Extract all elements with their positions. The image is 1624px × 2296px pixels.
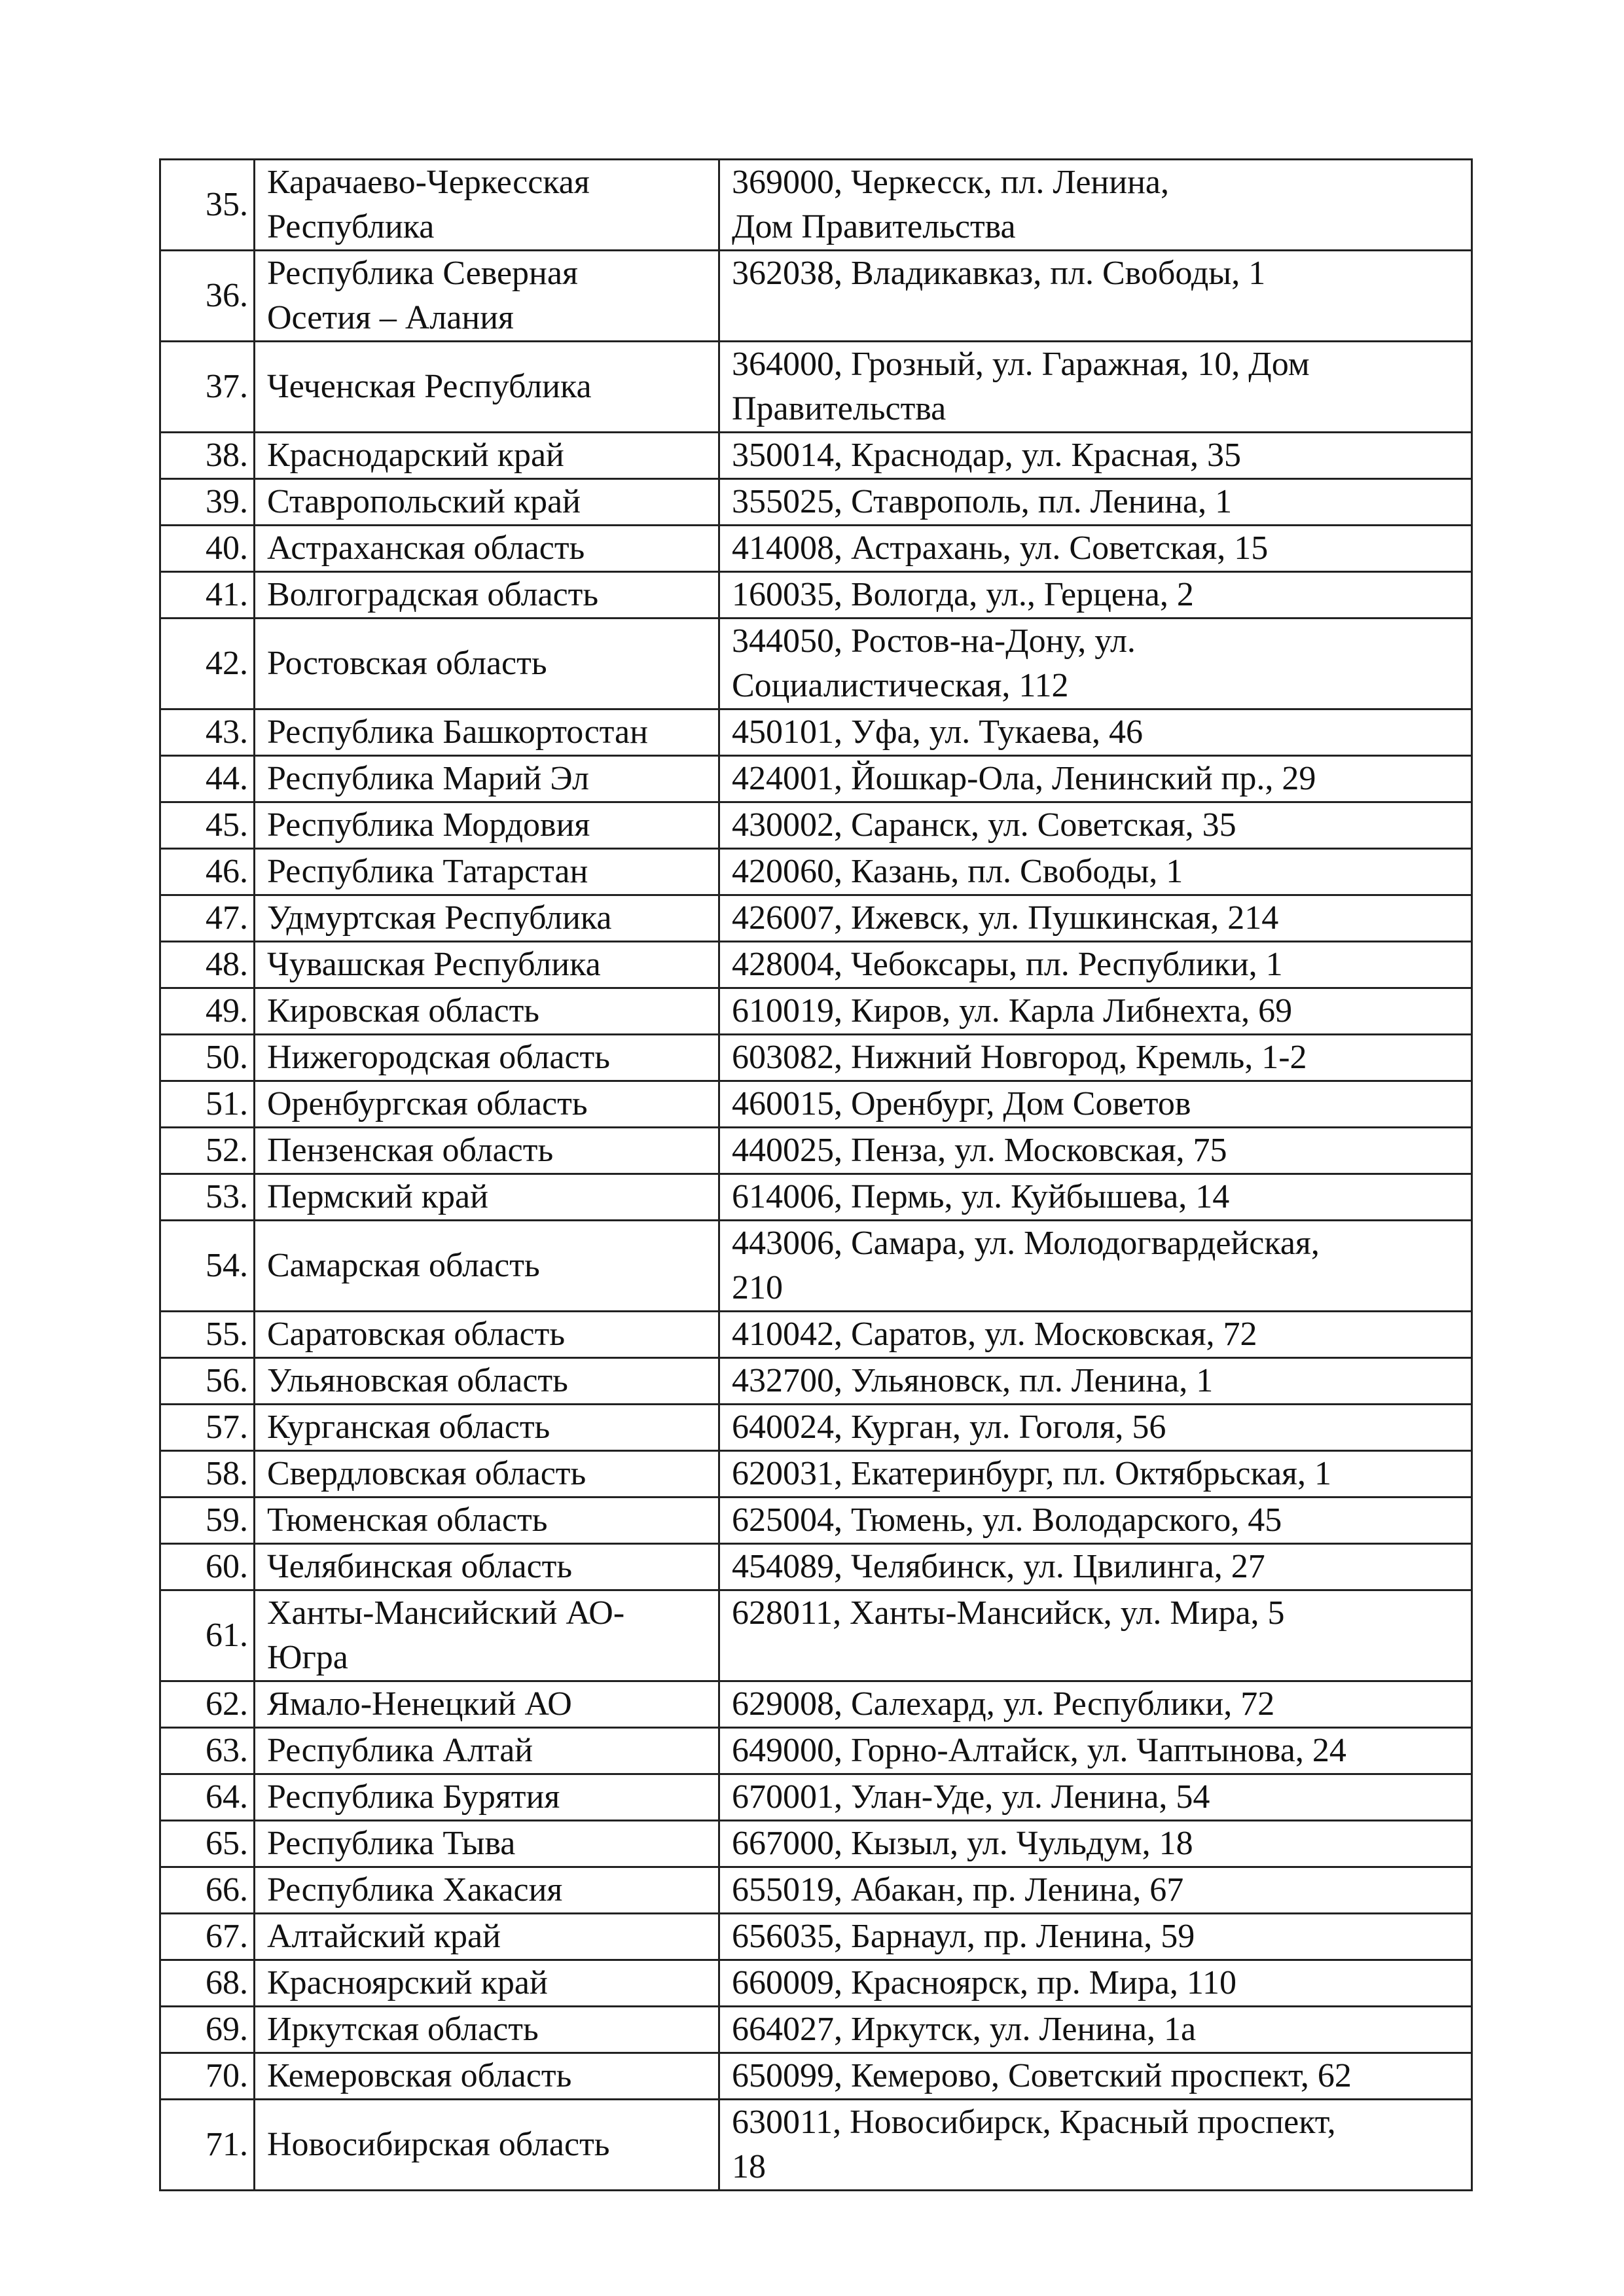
region-name-cell xyxy=(255,1681,719,1728)
region-name-cell xyxy=(255,1590,719,1681)
address-cell xyxy=(719,2053,1472,2100)
address-cell xyxy=(719,1914,1472,1960)
regions-address-table xyxy=(159,158,1473,2191)
address-line: 655019, Абакан, пр. Ленина, 67 xyxy=(732,1871,1184,1909)
table-row xyxy=(160,2053,1472,2100)
region-name-line: Саратовская область xyxy=(267,1316,566,1353)
address-line: Дом Правительства xyxy=(732,208,1016,245)
address-cell xyxy=(719,1081,1472,1128)
address-cell xyxy=(719,479,1472,526)
address-line: 440025, Пенза, ул. Московская, 75 xyxy=(732,1132,1227,1169)
region-name-cell xyxy=(255,709,719,756)
row-number: 59. xyxy=(160,1498,255,1544)
row-number: 56. xyxy=(160,1358,255,1405)
address-cell xyxy=(719,1774,1472,1821)
row-number: 66. xyxy=(160,1867,255,1914)
address-line: 430002, Саранск, ул. Советская, 35 xyxy=(732,806,1236,844)
region-name-line: Ханты-Мансийский АО- xyxy=(267,1594,625,1632)
address-line: 18 xyxy=(732,2148,766,2185)
region-name-cell xyxy=(255,619,719,709)
table-row xyxy=(160,619,1472,709)
address-cell xyxy=(719,2007,1472,2053)
address-line: 364000, Грозный, ул. Гаражная, 10, Дом xyxy=(732,346,1310,383)
address-cell xyxy=(719,802,1472,849)
address-cell xyxy=(719,1312,1472,1358)
region-name-line: Ростовская область xyxy=(267,645,547,682)
region-name-line: Республика Северная xyxy=(267,255,578,292)
row-number: 64. xyxy=(160,1774,255,1821)
address-line: 424001, Йошкар-Ола, Ленинский пр., 29 xyxy=(732,760,1316,797)
region-name-cell xyxy=(255,895,719,942)
address-line: 649000, Горно-Алтайск, ул. Чаптынова, 24 xyxy=(732,1732,1346,1769)
table-row xyxy=(160,1821,1472,1867)
address-cell xyxy=(719,1221,1472,1312)
region-name-line: Новосибирская область xyxy=(267,2126,610,2163)
address-cell xyxy=(719,942,1472,988)
address-line: 656035, Барнаул, пр. Ленина, 59 xyxy=(732,1918,1195,1955)
region-name-cell xyxy=(255,479,719,526)
address-line: 650099, Кемерово, Советский проспект, 62 xyxy=(732,2057,1352,2094)
table-row xyxy=(160,526,1472,572)
address-line: 667000, Кызыл, ул. Чульдум, 18 xyxy=(732,1825,1193,1862)
region-name-cell xyxy=(255,802,719,849)
address-cell xyxy=(719,342,1472,433)
address-line: 460015, Оренбург, Дом Советов xyxy=(732,1085,1191,1122)
table-row xyxy=(160,1590,1472,1681)
table-row xyxy=(160,709,1472,756)
region-name-cell xyxy=(255,433,719,479)
address-cell xyxy=(719,251,1472,342)
row-number: 42. xyxy=(160,619,255,709)
region-name-cell xyxy=(255,1867,719,1914)
region-name-line: Чеченская Республика xyxy=(267,368,592,405)
region-name-line: Оренбургская область xyxy=(267,1085,588,1122)
row-number: 57. xyxy=(160,1405,255,1451)
address-cell xyxy=(719,1590,1472,1681)
table-row xyxy=(160,1728,1472,1774)
region-name-cell xyxy=(255,988,719,1035)
table-row xyxy=(160,251,1472,342)
region-name-cell xyxy=(255,526,719,572)
address-line: 610019, Киров, ул. Карла Либнехта, 69 xyxy=(732,992,1293,1030)
row-number: 51. xyxy=(160,1081,255,1128)
table-row xyxy=(160,802,1472,849)
address-cell xyxy=(719,709,1472,756)
row-number: 41. xyxy=(160,572,255,619)
region-name-line: Иркутская область xyxy=(267,2011,539,2048)
address-cell xyxy=(719,1358,1472,1405)
region-name-line: Ставропольский край xyxy=(267,483,581,520)
address-cell xyxy=(719,2100,1472,2191)
row-number: 54. xyxy=(160,1221,255,1312)
region-name-line: Кировская область xyxy=(267,992,540,1030)
address-line: 454089, Челябинск, ул. Цвилинга, 27 xyxy=(732,1548,1265,1585)
region-name-line: Волгоградская область xyxy=(267,576,599,613)
region-name-line: Тюменская область xyxy=(267,1501,548,1539)
address-cell xyxy=(719,1405,1472,1451)
table-row xyxy=(160,2100,1472,2191)
region-name-cell xyxy=(255,1174,719,1221)
region-name-cell xyxy=(255,756,719,802)
address-line: 670001, Улан-Уде, ул. Ленина, 54 xyxy=(732,1778,1210,1816)
region-name-line: Республика Мордовия xyxy=(267,806,590,844)
region-name-line: Самарская область xyxy=(267,1247,540,1284)
region-name-cell xyxy=(255,1035,719,1081)
address-line: 450101, Уфа, ул. Тукаева, 46 xyxy=(732,713,1144,751)
region-name-line: Осетия – Алания xyxy=(267,299,514,336)
region-name-cell xyxy=(255,1774,719,1821)
row-number: 62. xyxy=(160,1681,255,1728)
table-row xyxy=(160,1960,1472,2007)
row-number: 61. xyxy=(160,1590,255,1681)
region-name-line: Республика Алтай xyxy=(267,1732,533,1769)
table-row xyxy=(160,1312,1472,1358)
region-name-line: Алтайский край xyxy=(267,1918,501,1955)
table-row xyxy=(160,1544,1472,1590)
row-number: 55. xyxy=(160,1312,255,1358)
region-name-line: Чувашская Республика xyxy=(267,946,601,983)
address-line: 160035, Вологда, ул., Герцена, 2 xyxy=(732,576,1194,613)
region-name-line: Ямало-Ненецкий АО xyxy=(267,1685,572,1723)
address-cell xyxy=(719,619,1472,709)
table-row xyxy=(160,756,1472,802)
table-row xyxy=(160,1221,1472,1312)
region-name-cell xyxy=(255,572,719,619)
region-name-line: Курганская область xyxy=(267,1408,550,1446)
address-line: 355025, Ставрополь, пл. Ленина, 1 xyxy=(732,483,1233,520)
row-number: 49. xyxy=(160,988,255,1035)
region-name-line: Краснодарский край xyxy=(267,437,564,474)
address-cell xyxy=(719,1728,1472,1774)
row-number: 37. xyxy=(160,342,255,433)
region-name-cell xyxy=(255,1128,719,1174)
region-name-line: Свердловская область xyxy=(267,1455,586,1492)
address-line: 630011, Новосибирск, Красный проспект, xyxy=(732,2104,1336,2141)
region-name-cell xyxy=(255,1498,719,1544)
row-number: 58. xyxy=(160,1451,255,1498)
region-name-line: Ульяновская область xyxy=(267,1362,568,1399)
address-line: 614006, Пермь, ул. Куйбышева, 14 xyxy=(732,1178,1230,1215)
table-row xyxy=(160,1128,1472,1174)
region-name-cell xyxy=(255,1081,719,1128)
region-name-cell xyxy=(255,1821,719,1867)
address-line: Правительства xyxy=(732,390,947,427)
table-row xyxy=(160,479,1472,526)
region-name-line: Пермский край xyxy=(267,1178,488,1215)
table-row xyxy=(160,1358,1472,1405)
row-number: 40. xyxy=(160,526,255,572)
table-row xyxy=(160,1081,1472,1128)
region-name-cell xyxy=(255,2100,719,2191)
table-row xyxy=(160,988,1472,1035)
address-cell xyxy=(719,1821,1472,1867)
table-row xyxy=(160,1174,1472,1221)
table-row xyxy=(160,1035,1472,1081)
region-name-line: Республика Татарстан xyxy=(267,853,588,890)
table-row xyxy=(160,1774,1472,1821)
address-cell xyxy=(719,1867,1472,1914)
address-line: 350014, Краснодар, ул. Красная, 35 xyxy=(732,437,1242,474)
row-number: 69. xyxy=(160,2007,255,2053)
row-number: 63. xyxy=(160,1728,255,1774)
address-line: 432700, Ульяновск, пл. Ленина, 1 xyxy=(732,1362,1214,1399)
address-line: 414008, Астрахань, ул. Советская, 15 xyxy=(732,529,1269,567)
region-name-line: Нижегородская область xyxy=(267,1039,610,1076)
table-row xyxy=(160,1498,1472,1544)
address-cell xyxy=(719,160,1472,251)
row-number: 47. xyxy=(160,895,255,942)
region-name-cell xyxy=(255,342,719,433)
table-row xyxy=(160,849,1472,895)
address-cell xyxy=(719,1451,1472,1498)
region-name-cell xyxy=(255,1544,719,1590)
region-name-cell xyxy=(255,1312,719,1358)
region-name-cell xyxy=(255,2053,719,2100)
address-line: 628011, Ханты-Мансийск, ул. Мира, 5 xyxy=(732,1594,1285,1632)
region-name-cell xyxy=(255,849,719,895)
address-cell xyxy=(719,1960,1472,2007)
address-line: 428004, Чебоксары, пл. Республики, 1 xyxy=(732,946,1283,983)
address-line: 443006, Самара, ул. Молодогвардейская, xyxy=(732,1225,1320,1262)
address-cell xyxy=(719,1128,1472,1174)
region-name-line: Республика Хакасия xyxy=(267,1871,563,1909)
address-cell xyxy=(719,988,1472,1035)
address-line: 664027, Иркутск, ул. Ленина, 1а xyxy=(732,2011,1197,2048)
address-line: 660009, Красноярск, пр. Мира, 110 xyxy=(732,1964,1236,2001)
region-name-cell xyxy=(255,1358,719,1405)
address-line: 420060, Казань, пл. Свободы, 1 xyxy=(732,853,1183,890)
row-number: 36. xyxy=(160,251,255,342)
table-row xyxy=(160,160,1472,251)
region-name-line: Астраханская область xyxy=(267,529,585,567)
region-name-cell xyxy=(255,2007,719,2053)
row-number: 38. xyxy=(160,433,255,479)
address-line: 640024, Курган, ул. Гоголя, 56 xyxy=(732,1408,1166,1446)
region-name-line: Кемеровская область xyxy=(267,2057,572,2094)
region-name-line: Республика xyxy=(267,208,435,245)
table-row xyxy=(160,572,1472,619)
address-cell xyxy=(719,756,1472,802)
region-name-line: Карачаево-Черкесская xyxy=(267,164,590,201)
region-name-cell xyxy=(255,1728,719,1774)
address-line: 426007, Ижевск, ул. Пушкинская, 214 xyxy=(732,899,1279,937)
region-name-line: Красноярский край xyxy=(267,1964,548,2001)
address-line: 369000, Черкесск, пл. Ленина, xyxy=(732,164,1169,201)
address-line: 629008, Салехард, ул. Республики, 72 xyxy=(732,1685,1275,1723)
row-number: 68. xyxy=(160,1960,255,2007)
row-number: 39. xyxy=(160,479,255,526)
row-number: 44. xyxy=(160,756,255,802)
region-name-cell xyxy=(255,160,719,251)
address-cell xyxy=(719,1544,1472,1590)
row-number: 43. xyxy=(160,709,255,756)
table-row xyxy=(160,1451,1472,1498)
address-cell xyxy=(719,526,1472,572)
region-name-cell xyxy=(255,1451,719,1498)
region-name-line: Югра xyxy=(267,1639,348,1676)
row-number: 60. xyxy=(160,1544,255,1590)
row-number: 70. xyxy=(160,2053,255,2100)
row-number: 50. xyxy=(160,1035,255,1081)
region-name-line: Республика Бурятия xyxy=(267,1778,560,1816)
row-number: 67. xyxy=(160,1914,255,1960)
region-name-line: Пензенская область xyxy=(267,1132,554,1169)
address-line: 344050, Ростов-на-Дону, ул. xyxy=(732,622,1136,660)
address-line: 625004, Тюмень, ул. Володарского, 45 xyxy=(732,1501,1282,1539)
address-line: Социалистическая, 112 xyxy=(732,667,1069,704)
address-cell xyxy=(719,572,1472,619)
row-number: 52. xyxy=(160,1128,255,1174)
row-number: 35. xyxy=(160,160,255,251)
region-name-line: Республика Башкортостан xyxy=(267,713,648,751)
region-name-cell xyxy=(255,942,719,988)
table-row xyxy=(160,1405,1472,1451)
address-line: 210 xyxy=(732,1269,783,1306)
row-number: 71. xyxy=(160,2100,255,2191)
table-body xyxy=(160,160,1472,2191)
address-line: 620031, Екатеринбург, пл. Октябрьская, 1 xyxy=(732,1455,1331,1492)
region-name-line: Республика Тыва xyxy=(267,1825,516,1862)
region-name-line: Челябинская область xyxy=(267,1548,573,1585)
row-number: 65. xyxy=(160,1821,255,1867)
address-cell xyxy=(719,1174,1472,1221)
table-row xyxy=(160,942,1472,988)
region-name-cell xyxy=(255,1221,719,1312)
address-cell xyxy=(719,1035,1472,1081)
address-line: 362038, Владикавказ, пл. Свободы, 1 xyxy=(732,255,1266,292)
address-cell xyxy=(719,849,1472,895)
table-row xyxy=(160,2007,1472,2053)
table-row xyxy=(160,1681,1472,1728)
row-number: 45. xyxy=(160,802,255,849)
address-line: 603082, Нижний Новгород, Кремль, 1-2 xyxy=(732,1039,1307,1076)
row-number: 48. xyxy=(160,942,255,988)
region-name-line: Удмуртская Республика xyxy=(267,899,612,937)
region-name-cell xyxy=(255,1960,719,2007)
table-row xyxy=(160,1867,1472,1914)
row-number: 46. xyxy=(160,849,255,895)
row-number: 53. xyxy=(160,1174,255,1221)
table-row xyxy=(160,895,1472,942)
table-row xyxy=(160,1914,1472,1960)
address-line: 410042, Саратов, ул. Московская, 72 xyxy=(732,1316,1257,1353)
table-row xyxy=(160,433,1472,479)
address-cell xyxy=(719,433,1472,479)
region-name-line: Республика Марий Эл xyxy=(267,760,589,797)
region-name-cell xyxy=(255,251,719,342)
region-name-cell xyxy=(255,1405,719,1451)
region-name-cell xyxy=(255,1914,719,1960)
address-cell xyxy=(719,1681,1472,1728)
address-cell xyxy=(719,1498,1472,1544)
table-row xyxy=(160,342,1472,433)
address-cell xyxy=(719,895,1472,942)
